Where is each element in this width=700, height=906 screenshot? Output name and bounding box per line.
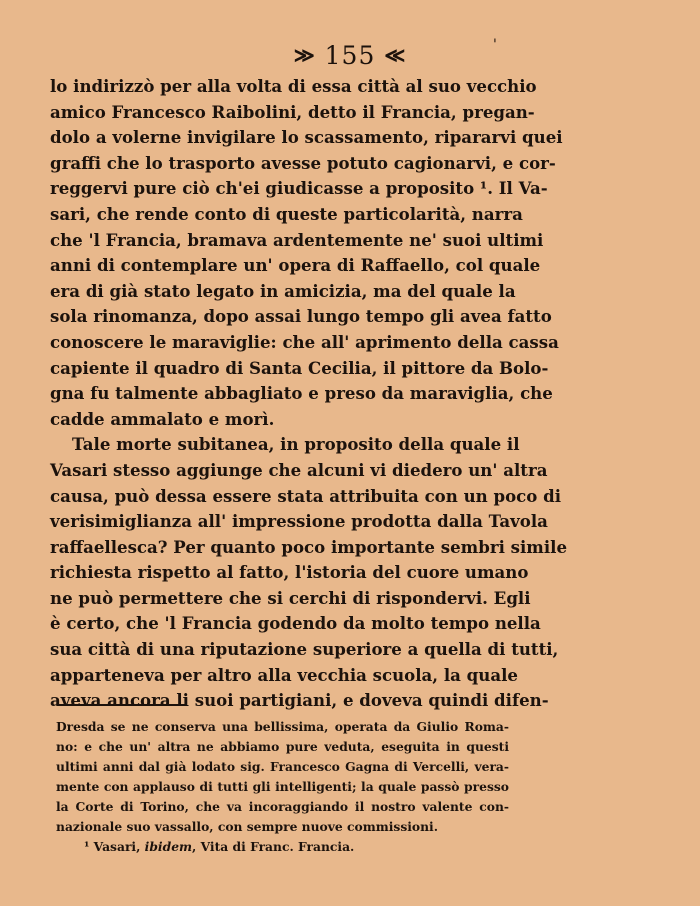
paragraph-1 [50, 74, 563, 432]
text-line: graffi che lo trasporto avesse potuto cagionarvi, e cor- [50, 152, 556, 173]
footnote-separator [58, 704, 186, 706]
footnote-line: mente con applauso di tutti gli intelligenti; la quale passò presso [56, 779, 509, 794]
footnote-line: Dresda se ne conserva una bellissima, operata da Giulio Roma- [56, 719, 509, 734]
right-ornament: ≪ [384, 43, 407, 67]
text-line: era di già stato legato in amicizia, ma del quale la [50, 280, 516, 301]
text-line: aveva ancora li suoi partigiani, e doveva quindi difen- [50, 690, 549, 711]
text-line: apparteneva per altro alla vecchia scuola, la quale [50, 664, 518, 685]
footnote-line: la Corte di Torino, che va incoraggiando il nostro valente con- [56, 799, 509, 814]
text-line: Vasari stesso aggiunge che alcuni vi diedero un' altra [50, 459, 548, 480]
text-line: capiente il quadro di Santa Cecilia, il pittore da Bolo- [50, 357, 549, 378]
footnotes [56, 717, 509, 857]
text-line: dolo a volerne invigilare lo scassamento, ripararvi quei [50, 127, 563, 148]
text-line: sari, che rende conto di queste particolarità, narra [50, 203, 523, 224]
footnote-line: nazionale suo vassallo, con sempre nuove commissioni. [56, 819, 439, 834]
text-line: Tale morte subitanea, in proposito della quale il [72, 434, 520, 455]
text-line: anni di contemplare un' opera di Raffaello, col quale [50, 255, 541, 276]
footnote-reference: , Vita di Franc. Francia. [192, 839, 355, 854]
text-line: cadde ammalato e morì. [50, 408, 275, 429]
text-line: reggervi pure ciò ch'ei giudicasse a proposito ¹. Il Va- [50, 178, 548, 199]
text-line: verisimiglianza all' impressione prodotta dalla Tavola [50, 511, 548, 532]
text-line: causa, può dessa essere stata attribuita con un poco di [50, 485, 562, 506]
footnote-line: no: e che un' altra ne abbiamo pure veduta, eseguita in questi [56, 739, 509, 754]
text-line: è certo, che 'l Francia godendo da molto tempo nella [50, 613, 541, 634]
footnote-author: Vasari, [93, 839, 141, 854]
text-line: che 'l Francia, bramava ardentemente ne' suoi ultimi [50, 229, 544, 250]
footnote-marker: ¹ [84, 839, 90, 854]
corner-mark: ' [493, 37, 497, 53]
page-number: 155 [324, 41, 376, 70]
footnote-line: ultimi anni dal già lodato sig. Francesco Gagna di Vercelli, vera- [56, 759, 509, 774]
footnote-1 [56, 837, 509, 857]
page-number-line [0, 37, 700, 71]
text-line: sua città di una riputazione superiore a quella di tutti, [50, 639, 559, 660]
text-line: gna fu talmente abbagliato e preso da maraviglia, che [50, 383, 553, 404]
text-line: raffaellesca? Per quanto poco importante sembri simile [50, 536, 568, 557]
left-ornament: ≫ [293, 43, 316, 67]
text-line: richiesta rispetto al fatto, l'istoria del cuore umano [50, 562, 529, 583]
main-text [50, 74, 568, 714]
text-line: lo indirizzò per alla volta di essa città al suo vecchio [50, 76, 537, 96]
paragraph-2 [50, 432, 568, 714]
text-line: ne può permettere che si cerchi di rispondervi. Egli [50, 587, 531, 608]
text-line: amico Francesco Raibolini, detto il Francia, pregan- [50, 101, 535, 122]
text-line: conoscere le maraviglie: che all' aprimento della cassa [50, 331, 559, 352]
text-line: sola rinomanza, dopo assai lungo tempo gli avea fatto [50, 306, 552, 327]
footnote-ibidem: ibidem [144, 839, 193, 854]
